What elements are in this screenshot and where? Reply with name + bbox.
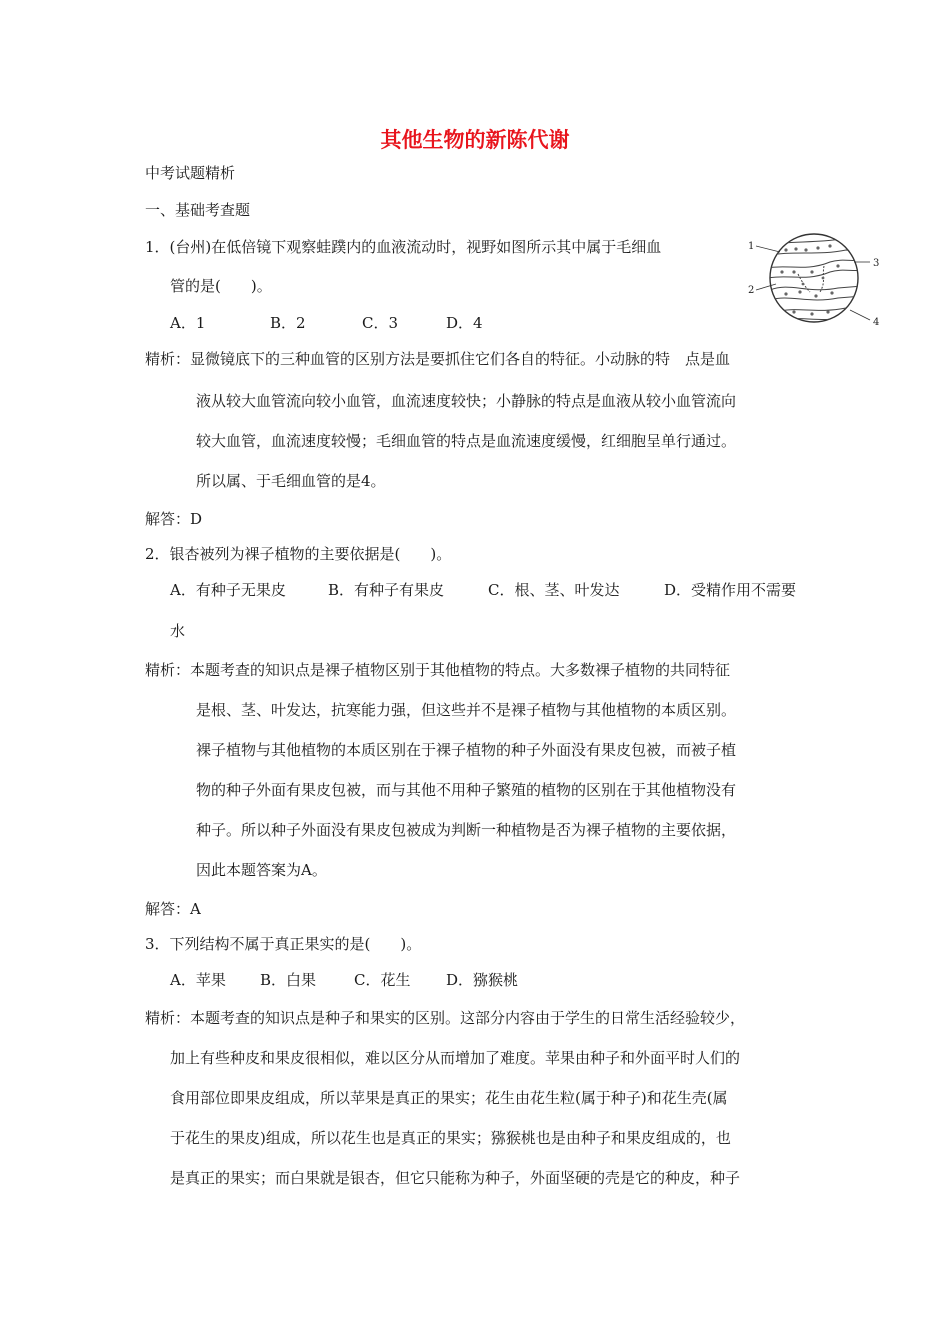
q1-analysis-line-1: 精析：显微镜底下的三种血管的区别方法是要抓住它们各自的特征。小动脉的特 点是血 [145, 350, 731, 368]
q1-analysis-line-4: 所以属、于毛细血管的是4。 [196, 472, 386, 490]
q1-stem-line-2: 管的是( )。 [170, 277, 272, 295]
q3-stem: 3．下列结构不属于真正果实的是( )。 [145, 935, 422, 953]
q2-analysis-line-4: 物的种子外面有果皮包被，而与其他不用种子繁殖的植物的区别在于其他植物没有 [196, 781, 737, 799]
q3-option-d: D．猕猴桃 [446, 971, 519, 989]
q2-options [170, 579, 796, 601]
page-title: 其他生物的新陈代谢 [380, 128, 570, 152]
q2-option-wrap: 水 [170, 622, 186, 640]
q2-option-d: D．受精作用不需要 [664, 581, 797, 599]
q2-option-a: A．有种子无果皮 [170, 581, 286, 599]
q1-option-c: C．3 [362, 314, 399, 332]
q3-option-b: B．白果 [260, 971, 317, 989]
q2-analysis-line-2: 是根、茎、叶发达，抗寒能力强，但这些并不是裸子植物与其他植物的本质区别。 [196, 701, 737, 719]
q1-option-b: B．2 [270, 314, 306, 332]
q1-options [170, 312, 483, 334]
q3-analysis-line-1: 精析：本题考查的知识点是种子和果实的区别。这部分内容由于学生的日常生活经验较少， [145, 1009, 746, 1027]
q3-analysis-line-2: 加上有些种皮和果皮很相似，难以区分从而增加了难度。苹果由种子和外面平时人们的 [170, 1049, 741, 1067]
q2-option-b: B．有种子有果皮 [328, 581, 445, 599]
q1-option-d: D．4 [446, 314, 483, 332]
q1-answer: 解答：D [145, 510, 203, 528]
q1-analysis-line-3: 较大血管，血流速度较慢；毛细血管的特点是血流速度缓慢，红细胞呈单行通过。 [196, 432, 737, 450]
q2-analysis-line-6: 因此本题答案为A。 [196, 861, 327, 879]
q3-analysis-line-3: 食用部位即果皮组成，所以苹果是真正的果实；花生由花生粒(属于种子)和花生壳(属 [170, 1089, 728, 1107]
q3-analysis-line-4: 于花生的果皮)组成，所以花生也是真正的果实；猕猴桃也是由种子和果皮组成的，也 [170, 1129, 731, 1147]
figure-label-2: 2 [748, 285, 755, 296]
section-heading: 中考试题精析 [145, 164, 236, 182]
q2-analysis-line-5: 种子。所以种子外面没有果皮包被成为判断一种植物是否为裸子植物的主要依据， [196, 821, 737, 839]
subsection-heading: 一、基础考查题 [145, 201, 251, 219]
q1-analysis-line-2: 液从较大血管流向较小血管，血流速度较快；小静脉的特点是血液从较小血管流向 [196, 392, 737, 410]
figure-label-1: 1 [748, 241, 755, 252]
q1-option-a: A．1 [170, 314, 206, 332]
q2-answer: 解答：A [145, 900, 201, 918]
q3-option-a: A．苹果 [170, 971, 226, 989]
q2-analysis-line-3: 裸子植物与其他植物的本质区别在于裸子植物的种子外面没有果皮包被，而被子植 [196, 741, 737, 759]
q2-analysis-line-1: 精析：本题考查的知识点是裸子植物区别于其他植物的特点。大多数裸子植物的共同特征 [145, 661, 731, 679]
q3-options [170, 969, 518, 991]
q3-option-c: C．花生 [354, 971, 411, 989]
q2-option-c: C．根、茎、叶发达 [488, 581, 620, 599]
figure-label-3: 3 [873, 258, 880, 269]
q2-stem: 2．银杏被列为裸子植物的主要依据是( )。 [145, 545, 452, 563]
q3-analysis-line-5: 是真正的果实；而白果就是银杏，但它只能称为种子，外面坚硬的壳是它的种皮，种子 [170, 1169, 741, 1187]
blood-vessel-figure [746, 232, 886, 332]
q1-stem-line-1: 1．(台州)在低倍镜下观察蛙蹼内的血液流动时，视野如图所示其中属于毛细血 [145, 238, 662, 256]
figure-label-4: 4 [873, 317, 880, 328]
